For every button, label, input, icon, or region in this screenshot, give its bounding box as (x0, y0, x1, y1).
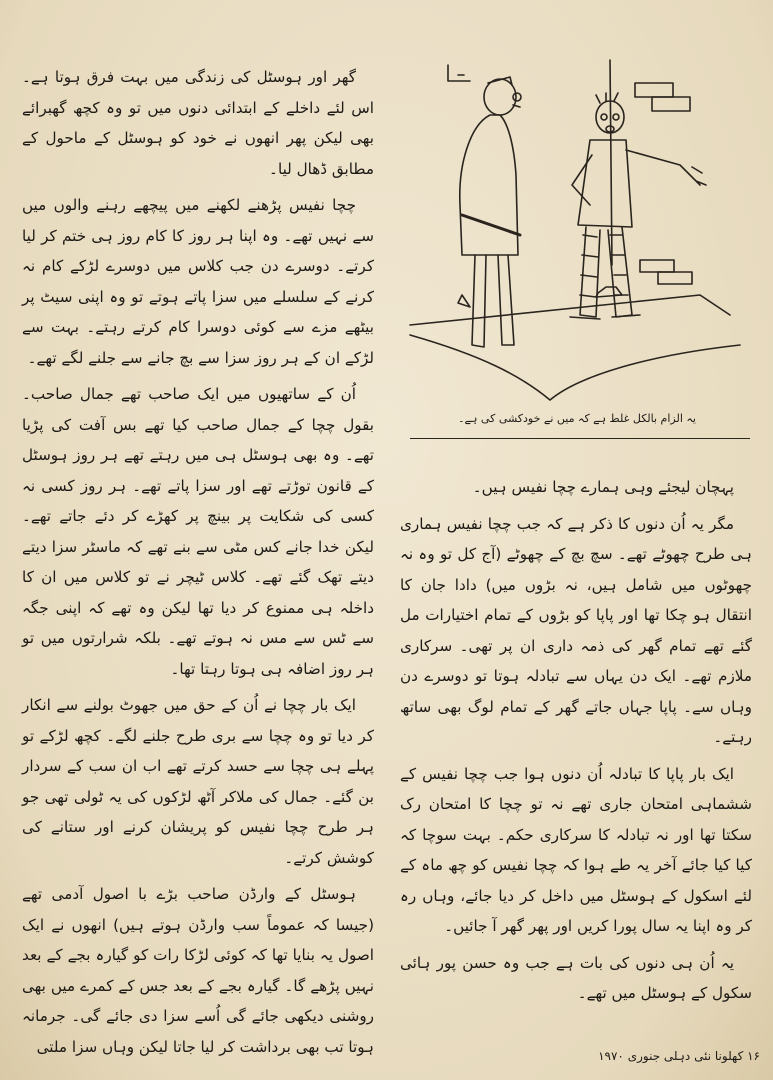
paragraph: اُن کے ساتھیوں میں ایک صاحب تھے جمال صاحب۔ بقول چچا کے جمال صاحب کیا تھے بس آفت کی پڑیا تھے۔ وہ بھی ہوسٹل ہی میں رہتے تھے ہر روز ہوسٹل کے قانون توڑتے تھے اور سزا پاتے تھے۔ ہر روز کسی نہ کسی کی شکایت پر بینچ پر کھڑے کر دئے جاتے تھے۔ لیکن خدا جانے کس مٹی سے بنے تھے کہ ماسٹر سزا دیتے دیتے تھک گئے تھے۔ کلاس ٹیچر نے تو کلاس میں ان کا داخلہ ہی ممنوع کر دیا تھا لیکن وہ تھے کہ اپنی جگہ سے ٹس سے مس نہ ہوتے تھے۔ بلکہ شرارتوں میں تو ہر روز اضافہ ہی ہوتا رہتا تھا۔ (22, 385, 374, 678)
boy-jacket (578, 140, 632, 227)
paragraph: مگر یہ اُن دنوں کا ذکر ہے کہ جب چچا نفیس ہماری ہی طرح چھوٹے تھے۔ سچ بچ کے چھوٹے (آج کل تو وہ نہ چھوٹوں میں شامل ہیں، نہ بڑوں میں) دادا جان کا انتقال ہو چکا تھا اور پاپا کو بڑوں کے تمام اختیارات مل گئے تھے تمام گھر کی ذمہ داری ان پر تھی۔ سرکاری ملازم تھے۔ ایک دن یہاں سے تبادلہ ہوتا تو دوسرے دن وہاں سے۔ پاپا جہاں جاتے گھر کے تمام لوگ بھی ساتھ رہتے۔ (400, 514, 752, 746)
paragraph: چچا نفیس پڑھنے لکھنے میں پیچھے رہنے والوں میں سے نہیں تھے۔ وہ اپنا ہر روز کا کام روز ہی ختم کر لیا کرتے۔ دوسرے دن جب کلاس میں دوسرے لڑکے کام نہ کرنے کے سلسلے میں سزا پاتے ہوتے تو وہ اپنی سیٹ پر بیٹھے مزے سے کوئی دوسرا کام کرتے رہتے۔ بہت سے لڑکے ان کے ہر روز سزا سے بچ جانے سے جلنے لگے تھے۔ (22, 196, 374, 367)
paragraph: یہ اُن ہی دنوں کی بات ہے جب وہ حسن پور ہائی سکول کے ہوسٹل میں تھے۔ (400, 953, 752, 1002)
paragraph: پہچان لیجئے وہی ہمارے چچا نفیس ہیں۔ (472, 478, 734, 496)
page-footer: ۱۶ کھلونا نئی دہلی جنوری ۱۹۷۰ (598, 1049, 760, 1063)
officer-coat (460, 115, 518, 255)
cartoon-illustration (400, 55, 755, 415)
right-text-column (400, 472, 752, 1032)
paragraph: گھر اور ہوسٹل کی زندگی میں بہت فرق ہوتا ہے۔ اس لئے داخلے کے ابتدائی دنوں میں تو وہ کچھ گھبرائے بھی لیکن پھر انھوں نے خود کو ہوسٹل کے ماحول کے مطابق ڈھال لیا۔ (22, 68, 374, 178)
illustration-caption: یہ الزام بالکل غلط ہے کہ میں نے خودکشی کی ہے۔ (458, 412, 696, 425)
paragraph: ایک بار پاپا کا تبادلہ اُن دنوں ہوا جب چچا نفیس کے ششماہی امتحان جاری تھے نہ تو چچا کا امتحان رک سکتا تھا اور نہ تبادلہ کا سرکاری حکم۔ بہت سوچا کہ کیا کیا جائے آخر یہ طے ہوا کہ چچا نفیس کو چھ ماہ کے لئے اسکول کے ہوسٹل میں داخل کر دیا جائے، وہاں رہ کر وہ اپنا یہ سال پورا کریں اور پھر گھر آ جائیں۔ (400, 764, 752, 935)
divider-rule (410, 438, 750, 439)
left-text-column (22, 62, 374, 1056)
paragraph: ایک بار چچا نے اُن کے حق میں جھوٹ بولنے سے انکار کر دیا تو وہ چچا سے بری طرح جلنے لگے۔ کچھ لڑکے تو پہلے ہی چچا سے حسد کرتے تھے اب ان سب کے سردار بن گئے۔ جمال کی ملاکر آٹھ لڑکوں کی یہ ٹولی تھی جو ہر طرح چچا نفیس کو پریشان کرنے اور ستانے کی کوشش کرتے۔ (22, 696, 374, 867)
paragraph: ہوسٹل کے وارڈن صاحب بڑے با اصول آدمی تھے (جیسا کہ عموماً سب وارڈن ہوتے ہیں) انھوں نے ایک اصول یہ بنایا تھا کہ کوئی لڑکا رات کو گیارہ بجے کے بعد نہیں پڑھے گا۔ گیارہ بجے کے بعد جس کے کمرے میں بھی روشنی دیکھی جائے گی اُسے سزا دی جائے گی۔ جرمانہ ہوتا تب بھی برداشت کر لیا جاتا لیکن وہاں سزا ملتی (22, 885, 374, 1056)
